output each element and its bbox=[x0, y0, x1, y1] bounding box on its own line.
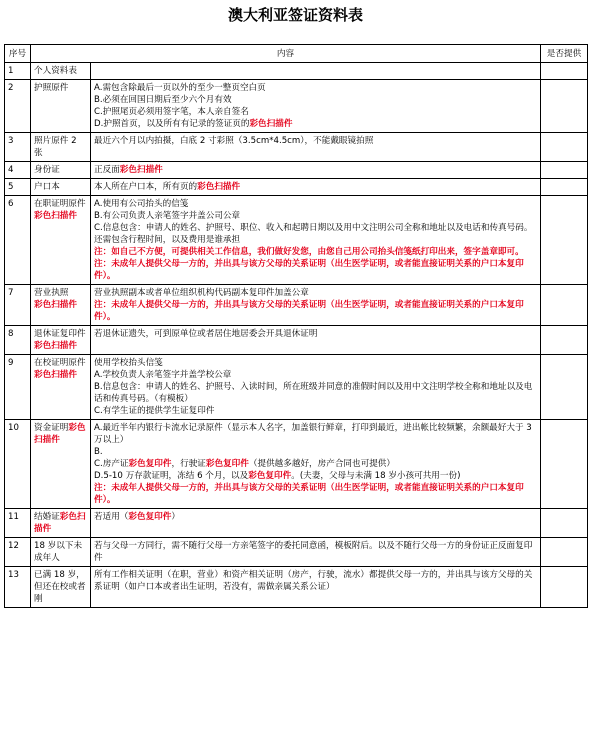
requirement-line bbox=[94, 198, 537, 210]
item-name bbox=[31, 196, 91, 285]
item-label: 已满 18 岁，但还在校或者刚 bbox=[34, 570, 86, 604]
requirement-line bbox=[94, 106, 537, 118]
requirement-text: 若适用（ bbox=[94, 512, 129, 522]
scan-note: 彩色扫描件 bbox=[34, 341, 77, 351]
requirement-text: 若退休证遗失，可到原单位或者居住地居委会开具退休证明 bbox=[94, 329, 318, 339]
item-name bbox=[31, 80, 91, 133]
requirement-line bbox=[94, 369, 537, 381]
item-label: 个人资料表 bbox=[34, 66, 77, 76]
provided-cell[interactable] bbox=[541, 355, 588, 420]
requirement-text: A.需包含除最后一页以外的至少一整页空白页 bbox=[94, 83, 266, 93]
row-number: 8 bbox=[5, 326, 31, 355]
requirement-text: （提供越多越好，房产合同也可提供） bbox=[248, 459, 395, 469]
item-requirements bbox=[91, 509, 541, 538]
item-label: 照片原件 2 张 bbox=[34, 136, 77, 158]
table-row bbox=[5, 285, 588, 326]
requirement-line bbox=[94, 446, 537, 458]
table-row bbox=[5, 133, 588, 162]
item-requirements bbox=[91, 538, 541, 567]
item-label: 结婚证 bbox=[34, 512, 60, 522]
requirement-line bbox=[94, 258, 537, 282]
requirement-text: 本人所在户口本，所有页的 bbox=[94, 182, 198, 192]
scan-note: 彩色扫描件 bbox=[34, 300, 77, 310]
requirement-line bbox=[94, 458, 537, 470]
table-row bbox=[5, 420, 588, 509]
requirement-text: 若与父母一方同行，需不随行父母一方亲笔签字的委托同意函，模板附后。以及不随行父母一方的身份证正反面复印件 bbox=[94, 541, 533, 563]
row-number: 1 bbox=[5, 63, 31, 80]
requirement-text: B. bbox=[94, 447, 103, 457]
row-number: 11 bbox=[5, 509, 31, 538]
requirement-text: B.信息包含：申请人的姓名、护照号、入读时间，所在班级并同意的准假时间以及用中文注明学校全称和地址以及电话和传真号码。（有模板） bbox=[94, 382, 533, 404]
red-note: 彩色复印件 bbox=[128, 459, 172, 469]
requirement-line bbox=[94, 540, 537, 564]
table-row bbox=[5, 80, 588, 133]
table-row bbox=[5, 179, 588, 196]
requirement-line bbox=[94, 181, 537, 193]
item-label: 营业执照 bbox=[34, 288, 69, 298]
row-number: 6 bbox=[5, 196, 31, 285]
table-row bbox=[5, 326, 588, 355]
item-name bbox=[31, 179, 91, 196]
table-row bbox=[5, 162, 588, 179]
requirement-line bbox=[94, 470, 537, 482]
provided-cell[interactable] bbox=[541, 63, 588, 80]
red-note: 彩色扫描件 bbox=[197, 182, 241, 192]
item-label: 在职证明原件 bbox=[34, 199, 86, 209]
red-note: 彩色复印件 bbox=[128, 512, 172, 522]
row-number: 13 bbox=[5, 567, 31, 608]
requirement-line bbox=[94, 328, 537, 340]
row-number: 5 bbox=[5, 179, 31, 196]
item-name bbox=[31, 63, 91, 80]
requirement-text: C.房产证 bbox=[94, 459, 129, 469]
item-label: 在校证明原件 bbox=[34, 358, 86, 368]
requirement-line bbox=[94, 357, 537, 369]
provided-cell[interactable] bbox=[541, 567, 588, 608]
provided-cell[interactable] bbox=[541, 162, 588, 179]
requirement-text: 正反面 bbox=[94, 165, 120, 175]
document-title: 澳大利亚签证资料表 bbox=[227, 6, 363, 24]
provided-cell[interactable] bbox=[541, 80, 588, 133]
scan-note: 彩色扫描件 bbox=[34, 211, 77, 221]
item-requirements bbox=[91, 420, 541, 509]
table-row bbox=[5, 509, 588, 538]
requirement-line bbox=[94, 422, 537, 446]
table-body bbox=[5, 63, 588, 608]
header-content: 内容 bbox=[31, 45, 541, 63]
provided-cell[interactable] bbox=[541, 326, 588, 355]
item-name bbox=[31, 133, 91, 162]
requirement-line bbox=[94, 94, 537, 106]
provided-cell[interactable] bbox=[541, 285, 588, 326]
item-requirements bbox=[91, 567, 541, 608]
requirement-line bbox=[94, 222, 537, 246]
table-row bbox=[5, 538, 588, 567]
row-number: 4 bbox=[5, 162, 31, 179]
requirement-text: D.5-10 万存款证明，冻结 6 个月，以及 bbox=[94, 471, 249, 481]
item-requirements bbox=[91, 80, 541, 133]
item-name bbox=[31, 509, 91, 538]
item-requirements bbox=[91, 133, 541, 162]
item-requirements bbox=[91, 196, 541, 285]
requirement-text: B.必须在回国日期后至少六个月有效 bbox=[94, 95, 232, 105]
provided-cell[interactable] bbox=[541, 196, 588, 285]
requirement-text: ，行驶证 bbox=[171, 459, 206, 469]
requirement-line bbox=[94, 287, 537, 299]
row-number: 9 bbox=[5, 355, 31, 420]
requirement-text: A.学校负责人亲笔签字并盖学校公章 bbox=[94, 370, 232, 380]
table-header-row bbox=[5, 45, 588, 63]
requirement-text: C.护照尾页必须用签字笔，本人亲自签名 bbox=[94, 107, 249, 117]
item-label: 身份证 bbox=[34, 165, 60, 175]
provided-cell[interactable] bbox=[541, 509, 588, 538]
item-label: 退休证复印件 bbox=[34, 329, 86, 339]
item-name bbox=[31, 355, 91, 420]
item-label: 户口本 bbox=[34, 182, 60, 192]
table-row bbox=[5, 63, 588, 80]
header-provided: 是否提供 bbox=[541, 45, 588, 63]
provided-cell[interactable] bbox=[541, 179, 588, 196]
item-requirements bbox=[91, 326, 541, 355]
requirement-text: C.信息包含：申请人的姓名、护照号、职位、收入和起聘日期以及用中文注明公司全称和地址以及电话和传真号码。还需包含行程时间，以及费用是谁承担 bbox=[94, 223, 533, 245]
requirement-line bbox=[94, 118, 537, 130]
red-note: 注：未成年人提供父母一方的，并出具与该方父母的关系证明（出生医学证明，或者能直接证明关系的户口本复印件）。 bbox=[94, 259, 524, 281]
scan-note: 彩色扫描件 bbox=[34, 370, 77, 380]
requirement-line bbox=[94, 164, 537, 176]
red-note: 彩色复印件 bbox=[248, 471, 292, 481]
row-number: 3 bbox=[5, 133, 31, 162]
requirement-line bbox=[94, 299, 537, 323]
item-name bbox=[31, 538, 91, 567]
table-row bbox=[5, 567, 588, 608]
item-requirements bbox=[91, 285, 541, 326]
table-row bbox=[5, 355, 588, 420]
requirement-line bbox=[94, 482, 537, 506]
requirement-text: 所有工作相关证明（在职，营业）和资产相关证明（房产，行驶，流水）都提供父母一方的，并出具与该方父母的关系证明（如户口本或者出生证明，若没有，需做亲属关系公证） bbox=[94, 570, 533, 592]
scan-note: 彩色扫描件 bbox=[34, 512, 86, 534]
item-label: 资金证明 bbox=[34, 423, 69, 433]
row-number: 2 bbox=[5, 80, 31, 133]
red-note: 彩色扫描件 bbox=[119, 165, 163, 175]
item-name bbox=[31, 162, 91, 179]
item-label: 18 岁以下未成年人 bbox=[34, 541, 83, 563]
item-name bbox=[31, 567, 91, 608]
requirement-text: 营业执照副本或者单位组织机构代码副本复印件加盖公章 bbox=[94, 288, 309, 298]
requirement-text: A.使用有公司抬头的信笺 bbox=[94, 199, 189, 209]
requirement-line bbox=[94, 82, 537, 94]
requirement-text: A.最近半年内银行卡流水记录原件（显示本人名字，加盖银行鲜章，打印到最近，进出帐比较频繁，余额最好大于 3 万以上） bbox=[94, 423, 532, 445]
provided-cell[interactable] bbox=[541, 133, 588, 162]
row-number: 7 bbox=[5, 285, 31, 326]
requirement-text: ） bbox=[171, 512, 180, 522]
item-requirements bbox=[91, 162, 541, 179]
header-number: 序号 bbox=[5, 45, 31, 63]
requirement-line bbox=[94, 511, 537, 523]
requirement-line bbox=[94, 569, 537, 593]
item-name bbox=[31, 326, 91, 355]
red-note: 彩色复印件 bbox=[205, 459, 249, 469]
red-note: 彩色扫描件 bbox=[249, 119, 293, 129]
provided-cell[interactable] bbox=[541, 538, 588, 567]
item-name bbox=[31, 285, 91, 326]
requirement-line bbox=[94, 405, 537, 417]
red-note: 注：如自己不方便，可提供相关工作信息，我们做好发您，由您自己用公司抬头信笺纸打印出来，签字盖章即可。 bbox=[94, 247, 524, 257]
red-note: 注：未成年人提供父母一方的，并出具与该方父母的关系证明（出生医学证明，或者能直接证明关系的户口本复印件）。 bbox=[94, 300, 524, 322]
item-requirements bbox=[91, 63, 541, 80]
row-number: 10 bbox=[5, 420, 31, 509]
table-row bbox=[5, 196, 588, 285]
requirement-line bbox=[94, 246, 537, 258]
requirement-text: 使用学校抬头信笺 bbox=[94, 358, 163, 368]
item-label: 护照原件 bbox=[34, 83, 69, 93]
visa-materials-table bbox=[4, 44, 588, 608]
row-number: 12 bbox=[5, 538, 31, 567]
requirement-text: 。(夫妻，父母与未满 18 岁小孩可共用一份) bbox=[291, 471, 461, 481]
requirement-text: 最近六个月以内拍摄，白底 2 寸彩照（3.5cm*4.5cm），不能戴眼镜拍照 bbox=[94, 136, 374, 146]
red-note: 注：未成年人提供父母一方的，并出具与该方父母的关系证明（出生医学证明，或者能直接证明关系的户口本复印件）。 bbox=[94, 483, 524, 505]
scan-note: 彩色扫描件 bbox=[34, 423, 86, 445]
provided-cell[interactable] bbox=[541, 420, 588, 509]
item-requirements bbox=[91, 355, 541, 420]
requirement-text: B.有公司负责人亲笔签字并盖公司公章 bbox=[94, 211, 241, 221]
item-name bbox=[31, 420, 91, 509]
item-requirements bbox=[91, 179, 541, 196]
requirement-line bbox=[94, 381, 537, 405]
requirement-line bbox=[94, 210, 537, 222]
requirement-text: C.有学生证的提供学生证复印件 bbox=[94, 406, 215, 416]
requirement-text: D.护照首页，以及所有有记录的签证页的 bbox=[94, 119, 250, 129]
requirement-line bbox=[94, 135, 537, 147]
